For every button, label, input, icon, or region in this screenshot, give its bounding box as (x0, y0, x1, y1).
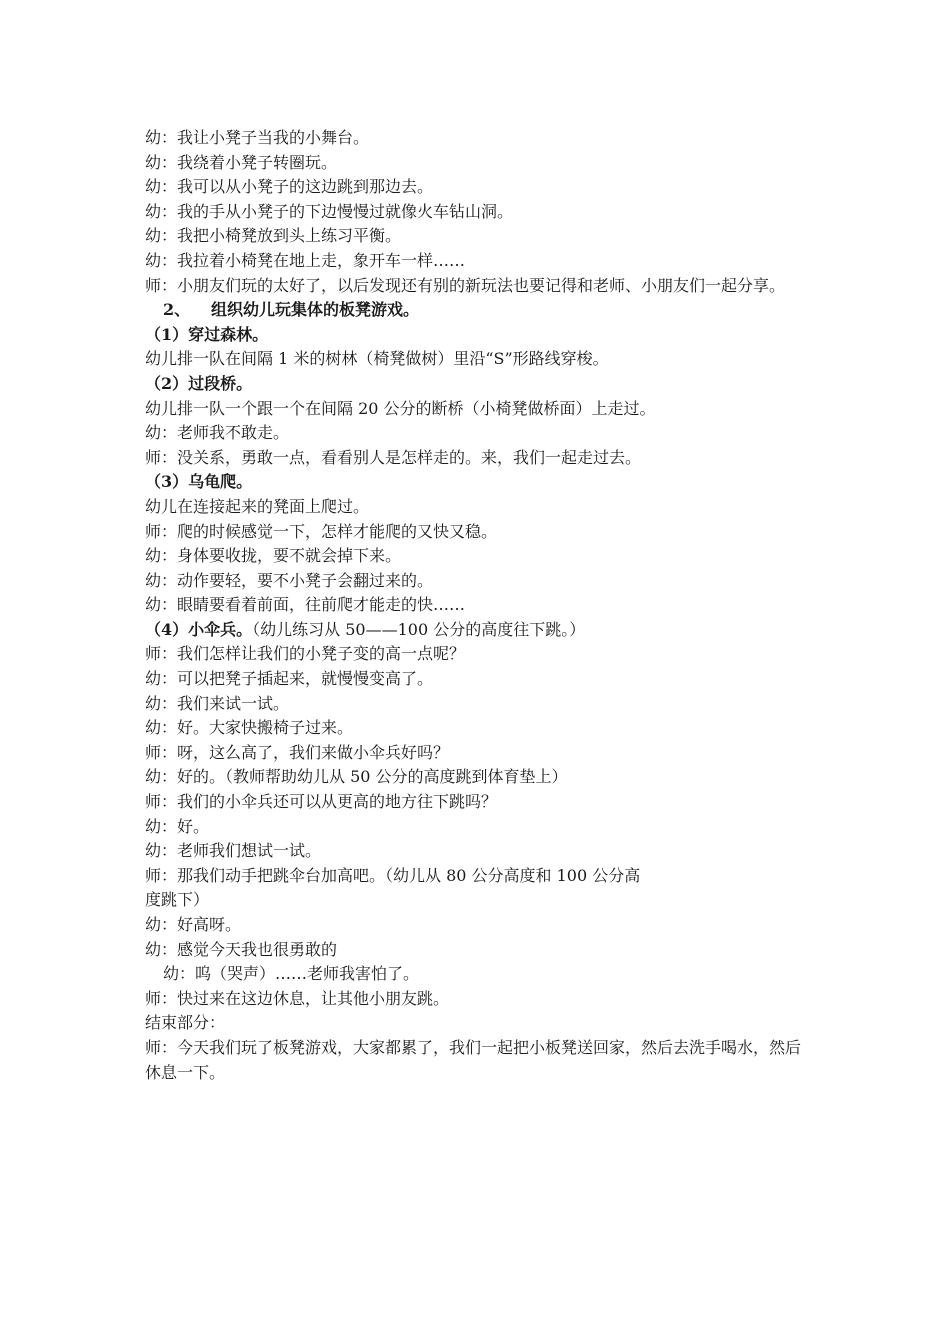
game-title: （4）小伞兵。 (145, 619, 253, 639)
closing-paragraph: 师：今天我们玩了板凳游戏，大家都累了，我们一起把小板凳送回家，然后去洗手喝水，然后休息一下。 (145, 1037, 802, 1082)
game-heading (145, 470, 820, 495)
document-body (145, 126, 820, 1085)
dialogue-line: 幼：眼睛要看着前面，往前爬才能走的快…… (145, 595, 466, 615)
teacher-summary-paragraph: 师：小朋友们玩的太好了，以后发现还有别的新玩法也要记得和老师、小朋友们一起分享。 (145, 275, 786, 295)
dialogue-line: 幼：好。大家快搬椅子过来。 (145, 718, 354, 738)
dialogue-line: 师：我们怎样让我们的小凳子变的高一点呢？ (145, 644, 466, 664)
game-heading (145, 372, 820, 397)
dialogue-line: 度跳下） (145, 890, 210, 910)
dialogue-line: 幼：我绕着小凳子转圈玩。 (145, 152, 338, 172)
game-description: 幼儿在连接起来的凳面上爬过。 (145, 496, 370, 516)
dialogue-line: 师：爬的时候感觉一下，怎样才能爬的又快又稳。 (145, 521, 498, 541)
dialogue-line: 幼：老师我不敢走。 (145, 423, 290, 443)
closing-section-label: 结束部分： (145, 1013, 226, 1033)
section-heading (145, 298, 820, 323)
dialogue-line: 幼：好高呀。 (145, 915, 242, 934)
dialogue-line: 幼：可以把凳子插起来，就慢慢变高了。 (145, 669, 434, 689)
game-heading (145, 323, 820, 348)
dialogue-line: 幼：我的手从小凳子的下边慢慢过就像火车钻山洞。 (145, 201, 514, 221)
dialogue-line: 幼：动作要轻，要不小凳子会翻过来的。 (145, 570, 434, 590)
dialogue-line: 幼：身体要收拢，要不就会掉下来。 (145, 546, 402, 566)
game-title: （3）乌龟爬。 (145, 472, 253, 492)
game-description: 幼儿排一队一个跟一个在间隔 20 公分的断桥（小椅凳做桥面）上走过。 (145, 398, 656, 418)
game-note: （幼儿练习从 50——100 公分的高度往下跳。） (252, 619, 586, 639)
dialogue-line: 幼：我把小椅凳放到头上练习平衡。 (145, 226, 402, 246)
game-title: （2）过段桥。 (145, 373, 253, 393)
dialogue-line: 幼：我可以从小凳子的这边跳到那边去。 (145, 177, 434, 197)
section-number: 2、 (163, 300, 191, 320)
game-title: （1）穿过森林。 (145, 324, 269, 344)
dialogue-line-indented: 幼：呜（哭声）……老师我害怕了。 (163, 964, 420, 984)
dialogue-line: 幼：感觉今天我也很勇敢的 (145, 939, 338, 959)
dialogue-line: 幼：老师我们想试一试。 (145, 841, 322, 861)
dialogue-line: 师：我们的小伞兵还可以从更高的地方往下跳吗？ (145, 792, 498, 812)
game-description: 幼儿排一队在间隔 1 米的树林（椅凳做树）里沿“S”形路线穿梭。 (145, 349, 609, 369)
dialogue-line: 师：快过来在这边休息，让其他小朋友跳。 (145, 988, 450, 1008)
dialogue-line: 师：那我们动手把跳伞台加高吧。（幼儿从 80 公分高度和 100 公分高 (145, 865, 641, 885)
game-heading (145, 618, 820, 643)
dialogue-line: 师：呀，这么高了，我们来做小伞兵好吗？ (145, 742, 450, 762)
dialogue-line: 师：没关系，勇敢一点，看看别人是怎样走的。来，我们一起走过去。 (145, 447, 642, 467)
dialogue-line: 幼：我让小凳子当我的小舞台。 (145, 128, 370, 147)
dialogue-line: 幼：好的。（教师帮助幼儿从 50 公分的高度跳到体育垫上） (145, 767, 568, 787)
dialogue-line: 幼：好。 (145, 816, 210, 836)
section-title: 组织幼儿玩集体的板凳游戏。 (211, 300, 420, 320)
dialogue-line: 幼：我们来试一试。 (145, 693, 290, 713)
dialogue-line: 幼：我拉着小椅凳在地上走，象开车一样…… (145, 250, 466, 270)
